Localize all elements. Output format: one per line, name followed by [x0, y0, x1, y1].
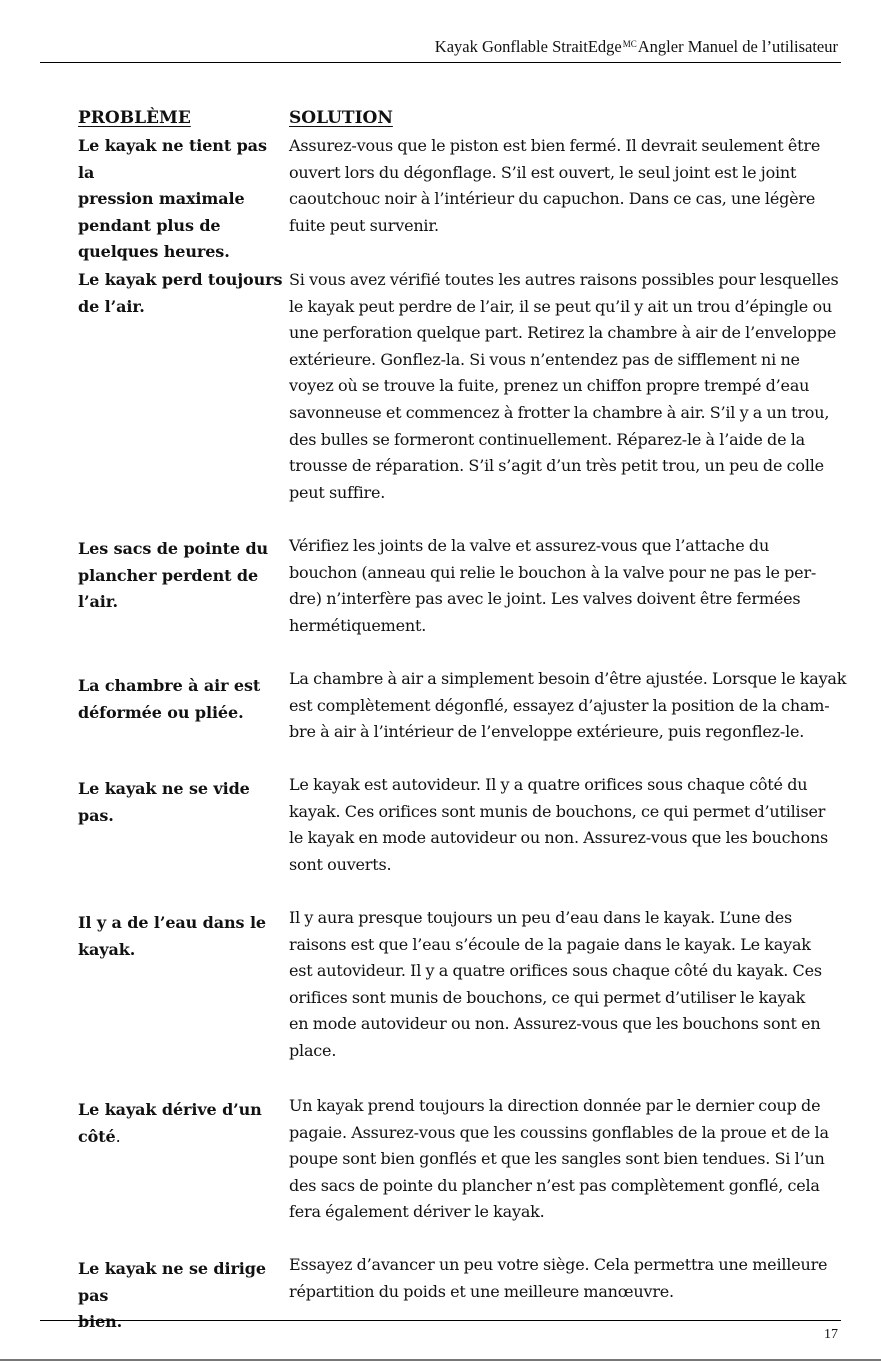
problem-cell: Le kayak ne se vide pas.	[78, 779, 250, 825]
problem-cell: Le kayak dérive d’un côté.	[78, 1100, 262, 1146]
page-number: 17	[824, 1327, 838, 1342]
solution-cell: Un kayak prend toujours la direction donnée par le dernier coup de pagaie. Assurez-vous que les coussins gonflables de la proue et de la poupe sont bien gonflés et que les sangles sont bien tendues. Si l’un des sacs de pointe du plancher n’est pas complètement gonflé, cela fera également dériver le kayak.	[289, 1096, 829, 1222]
problem-cell: Il y a de l’eau dans le kayak.	[78, 913, 266, 959]
header-title-suffix: Angler Manuel de l’utilisateur	[637, 37, 838, 56]
solution-cell: La chambre à air a simplement besoin d’être ajustée. Lorsque le kayak est complètement dégonflé, essayez d’ajuster la position de la cham- bre à air à l’intérieur de l’enveloppe extérieure, puis regonflez-le.	[289, 669, 847, 742]
header-rule	[40, 62, 841, 63]
solution-cell: Le kayak est autovideur. Il y a quatre orifices sous chaque côté du kayak. Ces orifices sont munis de bouchons, ce qui permet d’utiliser le kayak en mode autovideur ou non. Assurez-vous que les bouchons sont ouverts.	[289, 775, 829, 874]
solution-cell: Essayez d’avancer un peu votre siège. Cela permettra une meilleure répartition du poids et une meilleure manœuvre.	[289, 1255, 828, 1301]
footer-rule	[40, 1320, 841, 1321]
solution-column-heading: SOLUTION	[289, 108, 393, 128]
problem-column-heading: PROBLÈME	[78, 108, 191, 128]
trademark-mark: MC	[622, 39, 637, 49]
problem-cell: Les sacs de pointe du plancher perdent de l’air.	[78, 539, 269, 612]
header-title: Kayak Gonflable StraitEdge	[434, 37, 622, 56]
solution-cell: Assurez-vous que le piston est bien fermé. Il devrait seulement être ouvert lors du dégonflage. S’il est ouvert, le seul joint est le joint caoutchouc noir à l’intérieur du capuchon. Dans ce cas, une légère fuite peut survenir.	[289, 136, 821, 235]
problem-cell: La chambre à air est déformée ou pliée.	[78, 676, 261, 722]
problem-cell: Le kayak perd toujours de l’air.	[78, 270, 283, 316]
problem-cell: Le kayak ne tient pas la pression maximale pendant plus de quelques heures.	[78, 136, 267, 262]
solution-cell: Il y aura presque toujours un peu d’eau dans le kayak. L’une des raisons est que l’eau s’écoule de la pagaie dans le kayak. Le kayak est autovideur. Il y a quatre orifices sous chaque côté du kayak. Ces orifices sont munis de bouchons, ce qui permet d’utiliser le kayak en mode autovideur ou non. Assurez-vous que les bouchons sont en place.	[289, 908, 822, 1060]
solution-cell: Si vous avez vérifié toutes les autres raisons possibles pour lesquelles le kayak peut perdre de l’air, il se peut qu’il y ait un trou d’épingle ou une perforation quelque part. Retirez la chambre à air de l’enveloppe extérieure. Gonflez-la. Si vous n’entendez pas de sifflement ni ne voyez où se trouve la fuite, prenez un chiffon propre trempé d’eau savonneuse et commencez à frotter la chambre à air. S’il y a un trou, des bulles se formeront continuellement. Réparez-le à l’aide de la trousse de réparation. S’il s’agit d’un très petit trou, un peu de colle peut suffire.	[289, 270, 839, 502]
problem-cell: Le kayak ne se dirige pas bien.	[78, 1259, 266, 1332]
running-header	[435, 37, 838, 57]
solution-cell: Vérifiez les joints de la valve et assurez-vous que l’attache du bouchon (anneau qui relie le bouchon à la valve pour ne pas le per- dre) n’interfère pas avec le joint. Les valves doivent être fermées hermétiquement.	[289, 536, 817, 635]
